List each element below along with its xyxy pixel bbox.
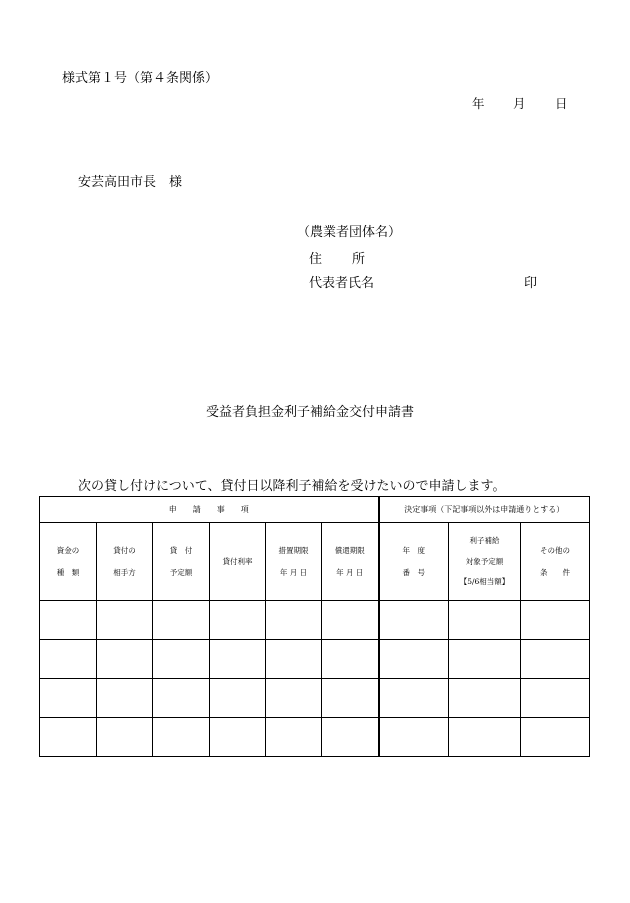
table-cell[interactable] bbox=[153, 679, 210, 718]
col-repayment-deadline: 償還期限 年 月 日 bbox=[322, 523, 379, 601]
table-cell[interactable] bbox=[210, 601, 266, 640]
document-title: 受益者負担金利子補給金交付申請書 bbox=[206, 405, 415, 420]
col-subsidy-amount: 利子補給 対象予定額 【5/6相当額】 bbox=[449, 523, 521, 601]
representative-label: 代表者氏名 bbox=[309, 276, 375, 291]
table-cell[interactable] bbox=[97, 718, 153, 757]
table-cell[interactable] bbox=[379, 679, 449, 718]
address-label bbox=[309, 248, 365, 267]
table-cell[interactable] bbox=[210, 640, 266, 679]
date-month-label: 月 bbox=[513, 96, 526, 111]
address-label-char-2: 所 bbox=[352, 252, 366, 267]
col-interest-rate: 貸付利率 bbox=[210, 523, 266, 601]
application-statement: 次の貸し付けについて、貸付日以降利子補給を受けたいので申請します。 bbox=[78, 479, 506, 494]
table-row bbox=[40, 679, 590, 718]
table-row bbox=[40, 640, 590, 679]
table-cell[interactable] bbox=[379, 640, 449, 679]
table-cell[interactable] bbox=[521, 640, 590, 679]
table-cell[interactable] bbox=[266, 679, 322, 718]
table-row bbox=[40, 718, 590, 757]
table-cell[interactable] bbox=[322, 640, 379, 679]
table-cell[interactable] bbox=[449, 679, 521, 718]
table-cell[interactable] bbox=[521, 718, 590, 757]
seal-mark: 印 bbox=[524, 276, 538, 291]
table-cell[interactable] bbox=[266, 601, 322, 640]
table-cell[interactable] bbox=[210, 679, 266, 718]
addressee: 安芸高田市長 様 bbox=[78, 175, 183, 190]
table-row bbox=[40, 601, 590, 640]
table-cell[interactable] bbox=[322, 718, 379, 757]
col-fiscal-year-number: 年 度 番 号 bbox=[379, 523, 449, 601]
table-cell[interactable] bbox=[521, 601, 590, 640]
table-cell[interactable] bbox=[153, 640, 210, 679]
table-cell[interactable] bbox=[266, 640, 322, 679]
date-day-label: 日 bbox=[555, 96, 568, 111]
table-cell[interactable] bbox=[521, 679, 590, 718]
col-fund-type: 資金の 種 類 bbox=[40, 523, 97, 601]
col-measure-deadline: 措置期限 年 月 日 bbox=[266, 523, 322, 601]
col-borrower: 貸付の 相手方 bbox=[97, 523, 153, 601]
decision-items-header: 決定事項（下記事項以外は申請通りとする） bbox=[379, 497, 590, 523]
table-cell[interactable] bbox=[40, 679, 97, 718]
org-type-label: （農業者団体名） bbox=[297, 225, 402, 240]
date-year-label: 年 bbox=[472, 96, 485, 111]
table-cell[interactable] bbox=[379, 601, 449, 640]
table-cell[interactable] bbox=[210, 718, 266, 757]
table-cell[interactable] bbox=[40, 640, 97, 679]
application-table bbox=[39, 496, 590, 757]
address-label-char-1: 住 bbox=[309, 252, 323, 267]
col-other-conditions: その他の 条 件 bbox=[521, 523, 590, 601]
table-cell[interactable] bbox=[153, 718, 210, 757]
table-cell[interactable] bbox=[322, 679, 379, 718]
table-cell[interactable] bbox=[449, 718, 521, 757]
application-items-header: 申 請 事 項 bbox=[40, 497, 379, 523]
table-cell[interactable] bbox=[449, 640, 521, 679]
table-cell[interactable] bbox=[379, 718, 449, 757]
table-cell[interactable] bbox=[40, 718, 97, 757]
table-cell[interactable] bbox=[153, 601, 210, 640]
table-cell[interactable] bbox=[266, 718, 322, 757]
table-cell[interactable] bbox=[97, 601, 153, 640]
form-number: 様式第１号（第４条関係） bbox=[62, 71, 219, 86]
table-cell[interactable] bbox=[40, 601, 97, 640]
table-cell[interactable] bbox=[322, 601, 379, 640]
col-loan-amount: 貸 付 予定額 bbox=[153, 523, 210, 601]
table-cell[interactable] bbox=[97, 640, 153, 679]
table-cell[interactable] bbox=[97, 679, 153, 718]
table-cell[interactable] bbox=[449, 601, 521, 640]
